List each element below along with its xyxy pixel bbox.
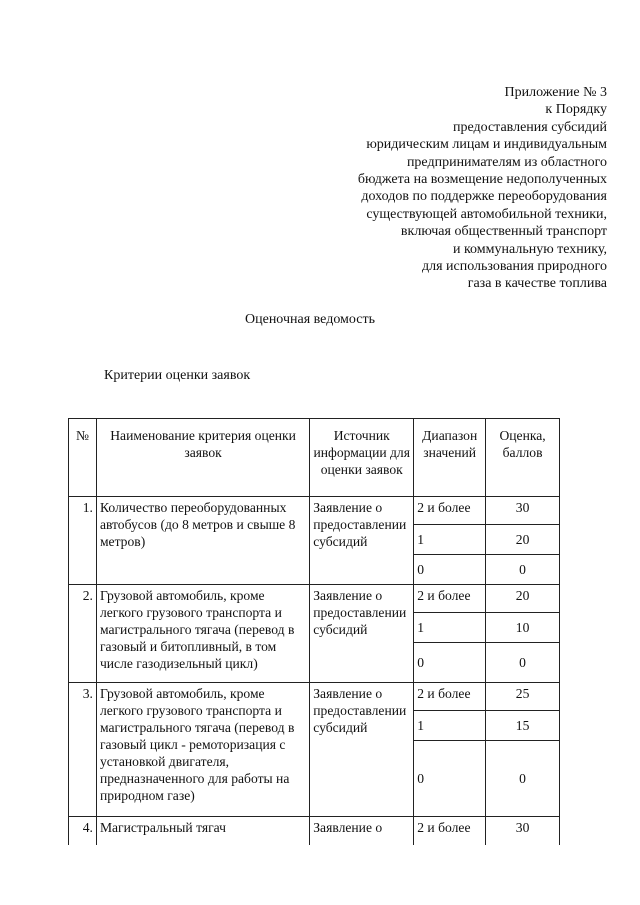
table-row	[69, 497, 560, 525]
section-title: Критерии оценки заявок	[104, 368, 251, 383]
appendix-line: и коммунальную технику,	[452, 241, 607, 257]
appendix-line: газа в качестве топлива	[467, 276, 607, 292]
range-value: 2 и более	[414, 817, 486, 845]
appendix-line: существующей автомобильной техники,	[366, 206, 607, 222]
header-source: Источник информации для оценки заявок	[310, 419, 414, 497]
range-value: 1	[414, 711, 486, 741]
header-score: Оценка, баллов	[486, 419, 560, 497]
row-number: 4.	[69, 817, 97, 845]
header-name: Наименование критерия оценки заявок	[96, 419, 309, 497]
criterion-name: Магистральный тягач	[96, 817, 309, 845]
score-value: 0	[486, 643, 560, 683]
appendix-line: бюджета на возмещение недополученных	[357, 172, 607, 188]
table-row	[69, 817, 560, 845]
score-value: 25	[486, 683, 560, 711]
range-value: 0	[414, 555, 486, 585]
header-num: №	[69, 419, 97, 497]
range-value: 0	[414, 741, 486, 817]
criterion-name: Грузовой автомобиль, кроме легкого грузового транспорта и магистрального тягача (перевод в газовый и битопливный, в том числе газодизельный цикл)	[96, 585, 309, 683]
appendix-line: к Порядку	[545, 102, 607, 118]
appendix-line: юридическим лицам и индивидуальным	[366, 137, 607, 153]
range-value: 1	[414, 613, 486, 643]
appendix-line: предоставления субсидий	[452, 119, 607, 135]
range-value: 1	[414, 525, 486, 555]
appendix-line: для использования природного	[421, 259, 607, 275]
criterion-source: Заявление о предоставлении субсидий	[310, 683, 414, 817]
row-number: 1.	[69, 497, 97, 585]
score-value: 30	[486, 497, 560, 525]
criterion-source: Заявление о	[310, 817, 414, 845]
table-row	[69, 585, 560, 613]
range-value: 0	[414, 643, 486, 683]
appendix-line: предпринимателям из областного	[406, 154, 607, 170]
criterion-source: Заявление о предоставлении субсидий	[310, 585, 414, 683]
row-number: 3.	[69, 683, 97, 817]
score-value: 0	[486, 555, 560, 585]
appendix-header	[287, 84, 607, 293]
criterion-name: Грузовой автомобиль, кроме легкого грузового транспорта и магистрального тягача (перевод в газовый цикл - ремоторизация с установкой двигателя, предназначенного для работы на природном газе)	[96, 683, 309, 817]
criterion-source: Заявление о предоставлении субсидий	[310, 497, 414, 585]
range-value: 2 и более	[414, 683, 486, 711]
score-value: 30	[486, 817, 560, 845]
appendix-line: включая общественный транспорт	[400, 224, 607, 240]
criterion-name: Количество переоборудованных автобусов (до 8 метров и свыше 8 метров)	[96, 497, 309, 585]
score-value: 0	[486, 741, 560, 817]
appendix-line: Приложение № 3	[504, 85, 607, 100]
score-value: 10	[486, 613, 560, 643]
range-value: 2 и более	[414, 497, 486, 525]
header-range: Диапазон значений	[414, 419, 486, 497]
table-row	[69, 683, 560, 711]
table-header-row	[69, 419, 560, 497]
document-title: Оценочная ведомость	[245, 312, 375, 327]
criteria-table	[68, 418, 560, 845]
score-value: 20	[486, 525, 560, 555]
range-value: 2 и более	[414, 585, 486, 613]
row-number: 2.	[69, 585, 97, 683]
score-value: 15	[486, 711, 560, 741]
appendix-line: доходов по поддержке переоборудования	[361, 189, 607, 205]
score-value: 20	[486, 585, 560, 613]
